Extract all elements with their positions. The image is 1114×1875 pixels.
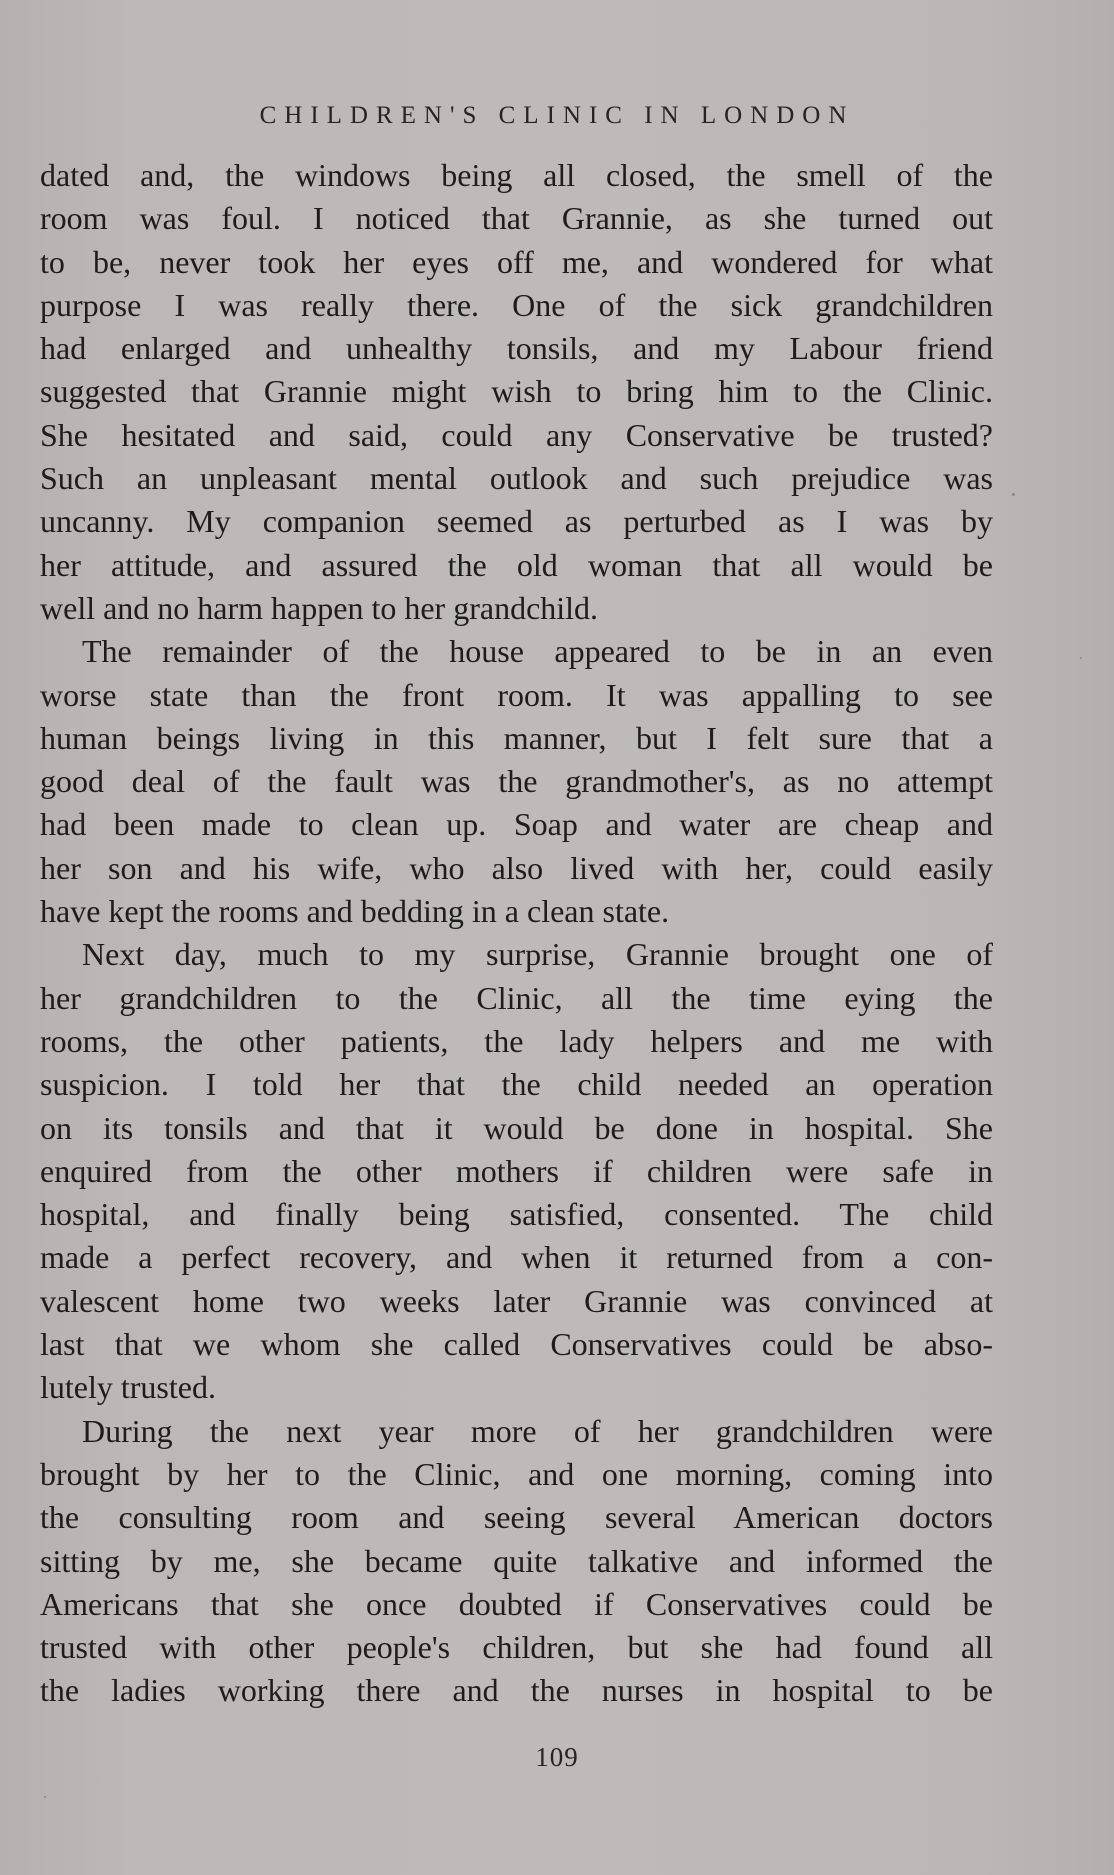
text-line: suspicion. I told her that the child needed an operation bbox=[40, 1066, 993, 1103]
text-line: suggested that Grannie might wish to bring him to the Clinic. bbox=[40, 373, 993, 410]
text-line: sitting by me, she became quite talkative and informed the bbox=[40, 1542, 993, 1579]
body-text bbox=[40, 154, 993, 1713]
page-number: 109 bbox=[535, 1742, 579, 1772]
text-line: Americans that she once doubted if Conservatives could be bbox=[40, 1585, 993, 1622]
text-line: had enlarged and unhealthy tonsils, and my Labour friend bbox=[40, 330, 993, 367]
paragraph-2 bbox=[40, 630, 993, 933]
text-line: brought by her to the Clinic, and one morning, coming into bbox=[40, 1455, 993, 1492]
text-line: hospital, and finally being satisfied, consented. The child bbox=[40, 1196, 993, 1233]
text-line: rooms, the other patients, the lady helpers and me with bbox=[40, 1022, 993, 1059]
text-line: trusted with other people's children, but she had found all bbox=[40, 1629, 993, 1666]
text-line: The remainder of the house appeared to be in an even bbox=[82, 633, 993, 670]
text-line: During the next year more of her grandchildren were bbox=[82, 1412, 993, 1449]
text-line: good deal of the fault was the grandmother's, as no attempt bbox=[40, 763, 993, 800]
text-line: uncanny. My companion seemed as perturbed as I was by bbox=[40, 503, 993, 540]
text-line: dated and, the windows being all closed, the smell of the bbox=[40, 157, 993, 193]
paragraph-3 bbox=[40, 933, 993, 1409]
text-line: well and no harm happen to her grandchild. bbox=[40, 589, 599, 626]
text-line: Next day, much to my surprise, Grannie brought one of bbox=[82, 936, 993, 973]
text-line: the ladies working there and the nurses in hospital to be bbox=[40, 1672, 993, 1709]
paper-speck bbox=[44, 1796, 46, 1798]
running-head: CHILDREN'S CLINIC IN LONDON bbox=[259, 102, 855, 129]
text-line: last that we whom she called Conservatives could be abso- bbox=[40, 1326, 993, 1363]
paper-speck bbox=[1012, 493, 1015, 496]
text-line: purpose I was really there. One of the sick grandchildren bbox=[40, 286, 993, 323]
text-line: made a perfect recovery, and when it returned from a con- bbox=[40, 1239, 993, 1276]
paper-speck bbox=[1080, 657, 1082, 659]
text-line: room was foul. I noticed that Grannie, as she turned out bbox=[40, 200, 993, 237]
text-line: her son and his wife, who also lived with her, could easily bbox=[40, 849, 993, 886]
text-line: Such an unpleasant mental outlook and such prejudice was bbox=[40, 460, 993, 497]
text-line: lutely trusted. bbox=[40, 1369, 216, 1406]
text-line: on its tonsils and that it would be done in hospital. She bbox=[40, 1109, 993, 1146]
text-line: worse state than the front room. It was appalling to see bbox=[40, 676, 993, 713]
text-line: to be, never took her eyes off me, and wondered for what bbox=[40, 243, 993, 280]
text-line: valescent home two weeks later Grannie was convinced at bbox=[40, 1282, 993, 1319]
text-line: have kept the rooms and bedding in a clean state. bbox=[40, 893, 670, 930]
text-line: human beings living in this manner, but I felt sure that a bbox=[40, 719, 993, 756]
paragraph-4 bbox=[40, 1410, 993, 1713]
text-line: enquired from the other mothers if children were safe in bbox=[40, 1152, 993, 1189]
text-line: her attitude, and assured the old woman that all would be bbox=[40, 546, 993, 583]
text-line: her grandchildren to the Clinic, all the time eying the bbox=[40, 979, 993, 1016]
text-line: She hesitated and said, could any Conservative be trusted? bbox=[40, 416, 993, 453]
text-line: the consulting room and seeing several American doctors bbox=[40, 1499, 993, 1536]
text-line: had been made to clean up. Soap and water are cheap and bbox=[40, 806, 993, 843]
paragraph-1 bbox=[40, 154, 993, 630]
